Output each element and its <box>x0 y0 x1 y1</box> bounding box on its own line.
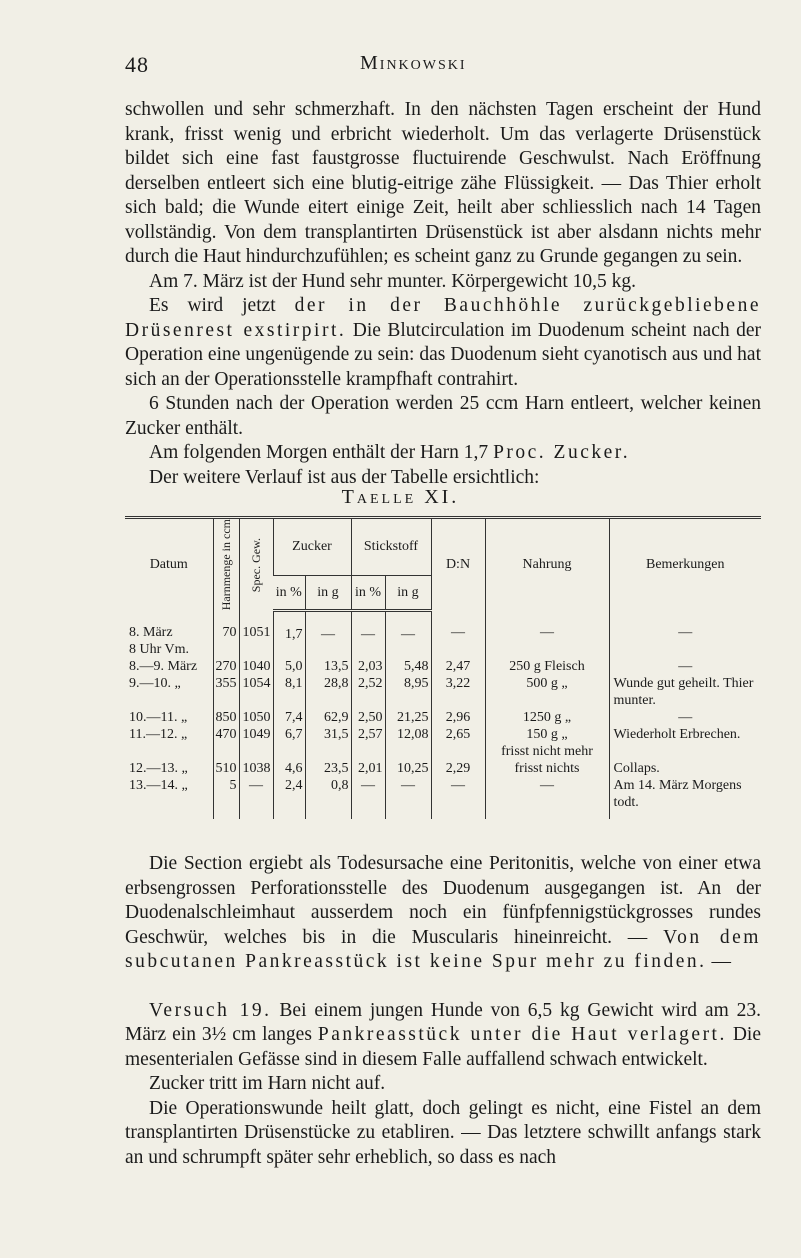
table-cell-bem: — <box>609 610 761 658</box>
table-cell-datum: 11.—12. „ <box>129 727 188 743</box>
table-cell-z_pct: 2,4 <box>273 777 305 819</box>
table-cell-dn: 2,29 <box>431 760 485 777</box>
table-cell-z_g: 28,8 <box>305 675 351 709</box>
table-cell-z_pct: 7,4 <box>273 709 305 726</box>
table-cell-z_g: — <box>305 610 351 658</box>
table-cell-harn: 510 <box>213 760 239 777</box>
emphasis: der in der Bauchhöhle zurückgebliebene Drüsenrest exstirpirt. <box>125 295 761 341</box>
table-row <box>125 777 761 819</box>
table-row <box>125 760 761 777</box>
table-cell-bem: Collaps. <box>609 760 761 777</box>
paragraph-spacer <box>125 975 761 999</box>
table-cell-z_g: 23,5 <box>305 760 351 777</box>
paragraph: Am 7. März ist der Hund sehr munter. Körpergewicht 10,5 kg. <box>149 270 637 292</box>
header-stickstoff: Stickstoff <box>351 518 431 576</box>
table-cell-z_pct: 8,1 <box>273 675 305 709</box>
table-cell-z_g: 0,8 <box>305 777 351 819</box>
table-cell-nahrung: — <box>485 777 609 819</box>
table-cell-s_g: 21,25 <box>385 709 431 726</box>
table-cell-nahrung: 250 g Fleisch <box>485 658 609 675</box>
data-table-wrapper <box>125 516 761 819</box>
table-cell-z_pct: 1,7 <box>273 610 305 658</box>
table-cell-spec: 1051 <box>239 610 273 658</box>
text-block-lower <box>125 852 761 1170</box>
table-cell-z_pct: 4,6 <box>273 760 305 777</box>
table-cell-harn: 5 <box>213 777 239 819</box>
table-cell-z_g: 13,5 <box>305 658 351 675</box>
table-cell-dn: 2,47 <box>431 658 485 675</box>
paragraph: Die Operationswunde heilt glatt, doch gelingt es nicht, eine Fistel an dem transplantirten Drüsenstücke zu etabliren. — Das letztere schwillt anfangs stark an und schrumpft später sehr erheblich, so dass es nach <box>125 1097 761 1168</box>
page-number: 48 <box>125 52 149 77</box>
table-row <box>125 658 761 675</box>
table-cell-spec: 1038 <box>239 760 273 777</box>
header-harnmenge: Harnmenge in ccm <box>213 518 239 611</box>
header-bemerkungen: Bemerkungen <box>609 518 761 611</box>
subheader-stickstoff-pct: in % <box>351 575 385 610</box>
table-cell-s_pct: 2,50 <box>351 709 385 726</box>
table-cell-datum: 9.—10. „ <box>129 676 181 692</box>
table-cell-s_pct: — <box>351 610 385 658</box>
table-cell-datum: 8.—9. März <box>129 659 198 675</box>
paragraph: schwollen und sehr schmerzhaft. In den nächsten Tagen erscheint der Hund krank, frisst wenig und erbricht wiederholt. Um das verlagerte Drüsenstück bildet sich eine fast faustgrosse fluctuirende Geschwulst. Nach Eröffnung derselben entleert sich eine blutig-eitrige zähe Flüssigkeit. — Das Thier erholt sich bald; die Wunde eitert einige Zeit, heilt aber schliesslich nach 14 Tagen vollständig. Von dem transplantirten Drüsenstück ist aber alsdann nichts mehr durch die Haut hindurchzufühlen; es scheint ganz zu Grunde gegangen zu sein. <box>125 99 761 267</box>
table-cell-bem: Wunde gut geheilt. Thier munter. <box>609 675 761 709</box>
paragraph: Am folgenden Morgen enthält der Harn 1,7 Proc. Zucker. <box>149 442 631 463</box>
table-cell-nahrung: 150 g „ frisst nicht mehr <box>485 726 609 760</box>
running-head: Minkowski <box>360 52 467 74</box>
header-nahrung: Nahrung <box>485 518 609 611</box>
table-cell-spec: 1040 <box>239 658 273 675</box>
table-cell-datum: 10.—11. „ <box>129 710 188 726</box>
subheader-zucker-g: in g <box>305 575 351 610</box>
table-cell-datum: 13.—14. „ <box>129 778 188 794</box>
table-cell-bem: Wiederholt Erbrechen. <box>609 726 761 760</box>
table-cell-dn: — <box>431 610 485 658</box>
table-body <box>125 610 761 819</box>
data-table <box>125 516 761 819</box>
table-cell-spec: — <box>239 777 273 819</box>
table-title: Taelle XI. <box>341 486 460 508</box>
table-cell-bem: — <box>609 709 761 726</box>
header-dn: D:N <box>431 518 485 611</box>
table-cell-spec: 1050 <box>239 709 273 726</box>
table-cell-datum: 8. März 8 Uhr Vm. <box>129 625 190 658</box>
emphasis: Pankreasstück unter die Haut verlagert. <box>317 1024 727 1045</box>
paragraph: Es wird jetzt der in der Bauchhöhle zurückgebliebene Drüsenrest exstirpirt. Die Blutcirculation im Duodenum scheint nach der Operation eine ungenügende zu sein: das Duodenum sieht cyanotisch aus und hat sich an der Operationsstelle krampfhaft contrahirt. <box>125 295 761 390</box>
paragraph: 6 Stunden nach der Operation werden 25 ccm Harn entleert, welcher keinen Zucker enthält. <box>125 393 761 439</box>
table-cell-harn: 470 <box>213 726 239 760</box>
table-cell-dn: — <box>431 777 485 819</box>
table-cell-datum: 12.—13. „ <box>129 761 188 777</box>
table-cell-z_g: 62,9 <box>305 709 351 726</box>
table-cell-nahrung: — <box>485 610 609 658</box>
table-row <box>125 726 761 760</box>
paragraph: Versuch 19. Bei einem jungen Hunde von 6,5 kg Gewicht wird am 23. März ein 3½ cm langes Pankreasstück unter die Haut verlagert. Die mesenterialen Gefässe sind in diesem Falle auffallend schwach entwickelt. <box>125 999 761 1070</box>
table-cell-s_g: 10,25 <box>385 760 431 777</box>
paragraph: Zucker tritt im Harn nicht auf. <box>149 1073 386 1094</box>
table-cell-s_pct: 2,57 <box>351 726 385 760</box>
header-spec-gew: Spec. Gew. <box>239 518 273 611</box>
table-cell-nahrung: 1250 g „ <box>485 709 609 726</box>
table-cell-nahrung: frisst nichts <box>485 760 609 777</box>
table-cell-s_g: — <box>385 777 431 819</box>
header-zucker: Zucker <box>273 518 351 576</box>
table-cell-harn: 355 <box>213 675 239 709</box>
table-cell-dn: 2,65 <box>431 726 485 760</box>
table-cell-harn: 270 <box>213 658 239 675</box>
table-cell-z_pct: 6,7 <box>273 726 305 760</box>
emphasis: Versuch 19. <box>149 999 272 1021</box>
table-cell-harn: 850 <box>213 709 239 726</box>
table-cell-z_pct: 5,0 <box>273 658 305 675</box>
table-cell-bem: — <box>609 658 761 675</box>
header-datum: Datum <box>125 518 213 611</box>
table-cell-spec: 1054 <box>239 675 273 709</box>
table-cell-s_pct: — <box>351 777 385 819</box>
table-row <box>125 675 761 709</box>
table-cell-s_pct: 2,01 <box>351 760 385 777</box>
table-cell-dn: 3,22 <box>431 675 485 709</box>
table-cell-s_g: 8,95 <box>385 675 431 709</box>
table-row <box>125 709 761 726</box>
paragraph: Der weitere Verlauf ist aus der Tabelle ersichtlich: <box>149 466 540 488</box>
subheader-zucker-pct: in % <box>273 575 305 610</box>
table-cell-nahrung: 500 g „ <box>485 675 609 709</box>
table-row <box>125 610 761 658</box>
table-cell-harn: 70 <box>213 610 239 658</box>
table-cell-s_pct: 2,03 <box>351 658 385 675</box>
table-cell-s_g: — <box>385 610 431 658</box>
emphasis: Proc. Zucker. <box>493 442 631 463</box>
subheader-stickstoff-g: in g <box>385 575 431 610</box>
text-block-upper <box>125 98 761 490</box>
emphasis: Von dem subcutanen Pankreasstück ist keine Spur mehr zu finden. <box>125 926 761 972</box>
paragraph: Die Section ergiebt als Todesursache eine Peritonitis, welche von einer etwa erbsengrossen Perforationsstelle des Duodenum ausgegangen ist. An der Duodenalschleimhaut ausserdem noch ein fünfpfennigstückgrosses rundes Geschwür, welches bis in die Muscularis hineinreicht. — Von dem subcutanen Pankreasstück ist keine Spur mehr zu finden. — <box>125 853 761 972</box>
table-cell-s_g: 5,48 <box>385 658 431 675</box>
page-header <box>0 52 801 82</box>
table-cell-spec: 1049 <box>239 726 273 760</box>
table-cell-s_g: 12,08 <box>385 726 431 760</box>
table-cell-dn: 2,96 <box>431 709 485 726</box>
table-cell-bem: Am 14. März Morgens todt. <box>609 777 761 819</box>
table-cell-z_g: 31,5 <box>305 726 351 760</box>
table-cell-s_pct: 2,52 <box>351 675 385 709</box>
